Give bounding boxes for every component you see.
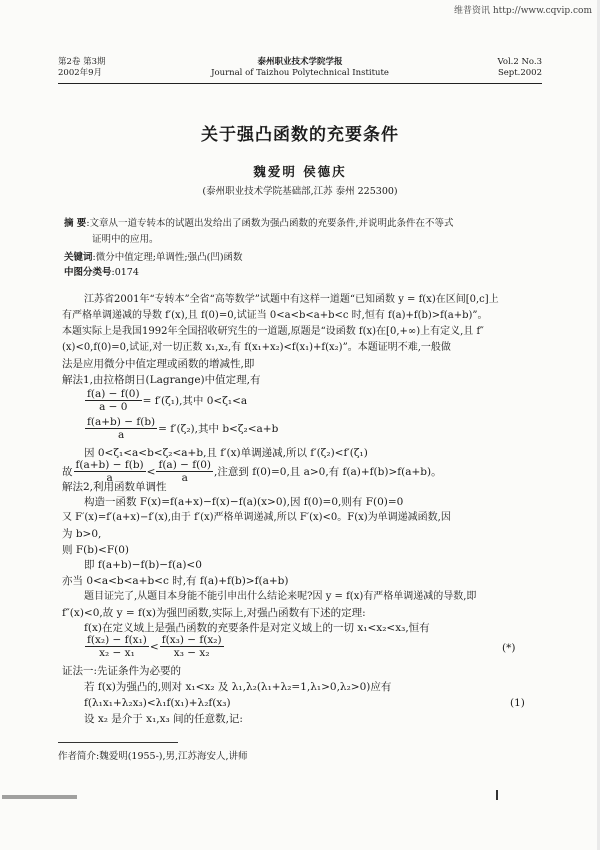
journal-name-en: Journal of Taizhou Polytechnical Institute xyxy=(211,68,389,78)
theorem-inequality: $\frac{\text{f(x₂) − f(x₁)}}{\text{x₂ − x₁}}$ < $\frac{\text{f(x₃) − f(x₂)}}{\text{x₃ − x₂}}$ xyxy=(87,634,222,659)
proof-heading: 证法一:先证条件为必要的 xyxy=(62,665,182,677)
header-rule xyxy=(58,83,542,84)
scan-smudge xyxy=(2,795,77,799)
abstract-line-1 xyxy=(64,215,454,229)
abstract-text-2: 证明中的应用。 xyxy=(92,234,159,245)
equation-1: $\frac{f(a) - f(0)}{a - 0}$ = f′(ζ₁),其中 0<ζ₁<a xyxy=(87,388,248,413)
solution-1-heading: 解法1,由拉格朗日(Lagrange)中值定理,有 xyxy=(62,374,261,386)
body-line: f″(x)<0,故 y = f(x)为强凹函数,实际上,对强凸函数有下述的定理: xyxy=(62,607,366,619)
body-line: 又 F′(x)=f′(a+x)−f′(x),由于 f′(x)严格单调递减,所以 F′(x)<0。F(x)为单调递减函数,因 xyxy=(62,512,451,523)
footnote-rule xyxy=(58,742,178,743)
volume-number: Vol.2 No.3 xyxy=(497,57,542,67)
classification-label: 中图分类号 xyxy=(64,267,112,278)
fraction: $\frac{f(a) - f(0)}{a}$ xyxy=(158,459,212,484)
journal-name-cn: 泰州职业技术学院学报 xyxy=(257,57,343,67)
fraction: $\frac{\text{f(x₂) − f(x₁)}}{\text{x₂ − x₁}}$ xyxy=(87,634,147,659)
footnote: 作者简介:魏爱明(1955-),男,江苏海安人,讲师 xyxy=(58,751,248,762)
classification-text: :0174 xyxy=(111,267,139,278)
body-line: 江苏省2001年“专转本”全省“高等数学”试题中有这样一道题“已知函数 y = f(x)在区间[0,c]上 xyxy=(84,294,499,305)
body-line: 即 f(a+b)−f(b)−f(a)<0 xyxy=(84,559,202,571)
fraction: $\frac{\text{f(x₃) − f(x₂)}}{\text{x₃ − x₂}}$ xyxy=(161,634,222,659)
body-line: 则 F(b)<F(0) xyxy=(62,544,129,556)
fraction: $\frac{f(a+b) - f(b)}{a}$ xyxy=(75,459,144,484)
body-line: (x)<0,f(0)=0,试证,对一切正数 x₁,x₂,有 f(x₁+x₂)<f(x₁)+f(x₂)”。本题证明不难,一般做 xyxy=(62,342,451,353)
body-line: 设 x₂ 是介于 x₁,x₃ 间的任意数,记: xyxy=(84,713,243,725)
body-line: f(x)在定义域上是强凸函数的充要条件是对定义域上的一切 x₁<x₂<x₃,恒有 xyxy=(84,622,430,634)
classification xyxy=(64,264,139,278)
keywords-label: 关键词 xyxy=(64,252,93,263)
volume-date: Sept.2002 xyxy=(497,68,542,78)
equation-2: $\frac{f(a+b) - f(b)}{a}$ = f′(ζ₂),其中 b<ζ₂<a+b xyxy=(87,416,279,441)
article-title: 关于强凸函数的充要条件 xyxy=(201,125,399,145)
affiliation: (泰州职业技术学院基础部,江苏 泰州 225300) xyxy=(202,186,398,197)
equation-tag-star: (*) xyxy=(502,642,516,654)
therefore-inequality: 故 $\frac{f(a+b) - f(b)}{a}$ < $\frac{f(a) - f(0)}{a}$ ,注意到 f(0)=0,且 a>0,有 f(a)+f(b)>f(a+b)。 xyxy=(62,459,442,484)
body-line: f(λ₁x₁+λ₂x₃)<λ₁f(x₁)+λ₂f(x₃) xyxy=(84,697,231,709)
scan-mark xyxy=(496,790,498,800)
body-line: 亦当 0<a<b<a+b<c 时,有 f(a)+f(b)>f(a+b) xyxy=(62,575,289,587)
body-line: 本题实际上是我国1992年全国招收研究生的一道题,原题是“设函数 f(x)在[0,+∞)上有定义,且 f″ xyxy=(62,326,484,337)
body-line: 构造一函数 F(x)=f(a+x)−f(x)−f(a)(x>0),因 f(0)=0,则有 F(0)=0 xyxy=(84,496,404,508)
journal-volume xyxy=(497,57,542,79)
fraction: $\frac{f(a+b) - f(b)}{a}$ xyxy=(87,416,156,441)
body-line: 因 0<ζ₁<a<b<ζ₂<a+b,且 f′(x)单调递减,所以 f′(ζ₂)<f′(ζ₁) xyxy=(84,447,368,459)
keywords xyxy=(64,249,243,263)
body-line: 为 b>0, xyxy=(62,528,102,540)
body-line: 若 f(x)为强凸的,则对 x₁<x₂ 及 λ₁,λ₂(λ₁+λ₂=1,λ₁>0,λ₂>0)应有 xyxy=(84,681,392,693)
body-line: 有严格单调递减的导数 f′(x),且 f(0)=0,试证当 0<a<b<a+b<c 时,恒有 f(a)+f(b)>f(a+b)”。 xyxy=(62,310,488,321)
watermark: 维普资讯 http://www.cqvip.com xyxy=(453,6,592,16)
abstract-text-1: :文章从一道专转本的试题出发给出了函数为强凸函数的充要条件,并说明此条件在不等式 xyxy=(86,218,454,229)
solution-2-heading: 解法2,利用函数单调性 xyxy=(62,481,167,493)
body-line: 题目证完了,从题目本身能不能引申出什么结论来呢?因 y = f(x)有严格单调递减的导数,即 xyxy=(84,591,477,602)
keywords-text: :微分中值定理;单调性;强凸(凹)函数 xyxy=(92,252,243,263)
equation-tag-1: (1) xyxy=(510,697,525,709)
authors: 魏爱明 侯德庆 xyxy=(253,164,347,179)
fraction: $\frac{f(a) - f(0)}{a - 0}$ xyxy=(87,388,140,413)
issue-volume: 第2卷 第3期 xyxy=(58,57,106,67)
abstract-label: 摘 要 xyxy=(64,218,87,229)
body-line: 法是应用微分中值定理或函数的增减性,即 xyxy=(62,358,255,370)
issue-date: 2002年9月 xyxy=(58,68,103,78)
